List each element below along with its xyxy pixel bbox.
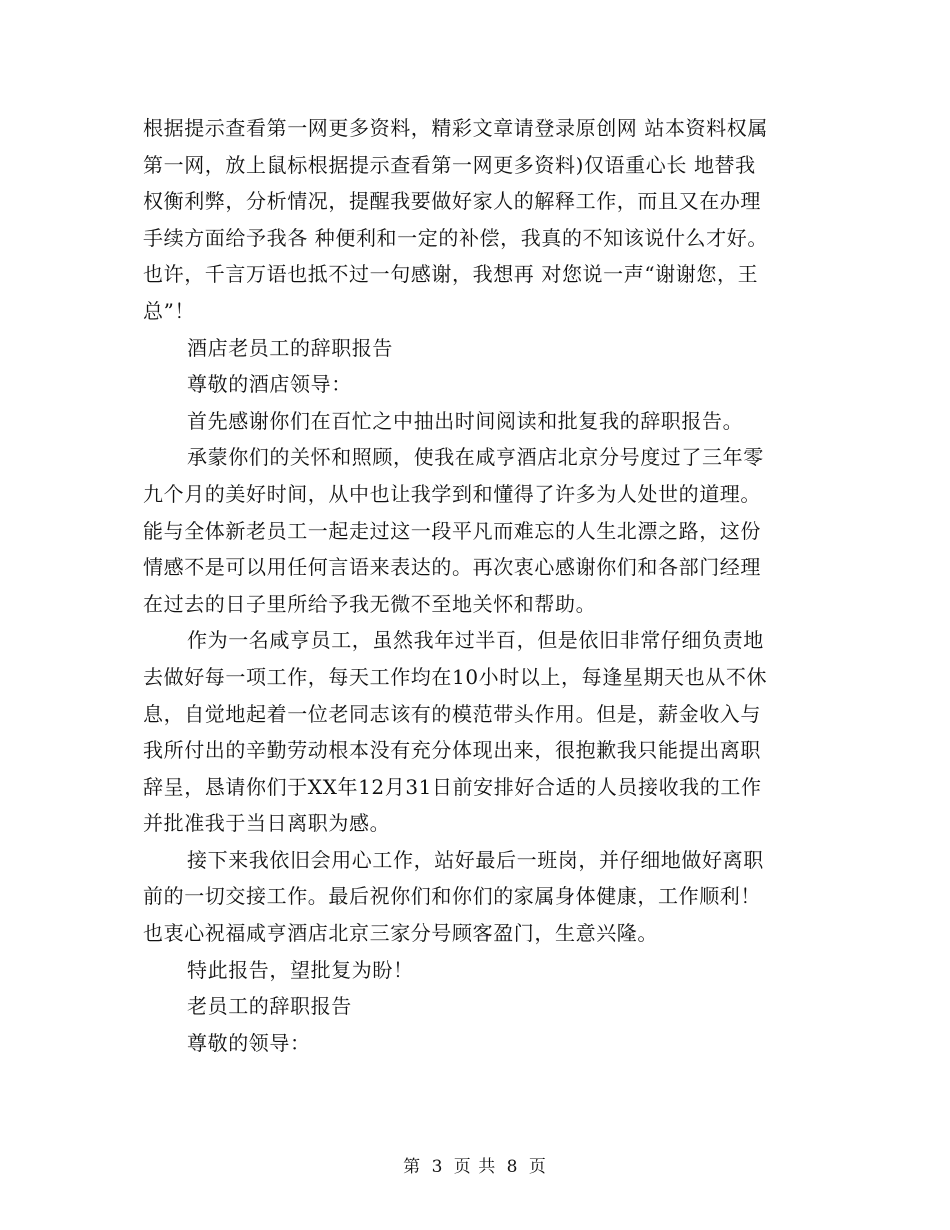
- text-line: 九个月的美好时间，从中也让我学到和懂得了许多为人处世的道理。: [143, 481, 761, 506]
- text-line: 接下来我依旧会用心工作，站好最后一班岗，并仔细地做好离职: [187, 847, 764, 872]
- text-line: 在过去的日子里所给予我无微不至地关怀和帮助。: [143, 591, 597, 616]
- closing-line: 特此报告，望批复为盼！: [187, 957, 414, 982]
- salutation: 尊敬的领导：: [187, 1030, 311, 1055]
- document-body: [143, 110, 803, 1061]
- text-line: 承蒙你们的关怀和照顾，使我在咸亨酒店北京分号度过了三年零: [187, 445, 764, 470]
- page-footer: [0, 1152, 950, 1177]
- footer-page-number: 3: [431, 1157, 444, 1177]
- text-line: 也衷心祝福咸亨酒店北京三家分号顾客盈门，生意兴隆。: [143, 921, 658, 946]
- footer-total-pages: 8: [506, 1157, 519, 1177]
- text-line: 总”！: [143, 298, 196, 323]
- footer-middle: 页 共: [453, 1157, 497, 1177]
- text-line: 权衡利弊，分析情况，提醒我要做好家人的解释工作，而且又在办理: [143, 189, 761, 214]
- text-line: 辞呈，恳请你们于XX年12月31日前安排好合适的人员接收我的工作: [143, 774, 762, 799]
- text-line: 也许，千言万语也抵不过一句感谢，我想再 对您说一声“谢谢您，王: [143, 262, 759, 287]
- footer-suffix: 页: [528, 1157, 547, 1177]
- text-line: 首先感谢你们在百忙之中抽出时间阅读和批复我的辞职报告。: [187, 408, 744, 433]
- text-line: 手续方面给予我各 种便利和一定的补偿，我真的不知该说什么才好。: [143, 225, 768, 250]
- text-line: 息，自觉地起着一位老同志该有的模范带头作用。但是，薪金收入与: [143, 701, 761, 726]
- text-line: 第一网，放上鼠标根据提示查看第一网更多资料)仅语重心长 地替我: [143, 152, 756, 177]
- text-line: 并批准我于当日离职为感。: [143, 811, 391, 836]
- text-line: 前的一切交接工作。最后祝你们和你们的家属身体健康，工作顺利！: [143, 884, 761, 909]
- text-line: 作为一名咸亨员工，虽然我年过半百，但是依旧非常仔细负责地: [187, 628, 764, 653]
- footer-prefix: 第: [403, 1157, 422, 1177]
- text-line: 我所付出的辛勤劳动根本没有充分体现出来，很抱歉我只能提出离职: [143, 738, 761, 763]
- text-line: 情感不是可以用任何言语来表达的。再次衷心感谢你们和各部门经理: [143, 555, 761, 580]
- section-heading: 老员工的辞职报告: [187, 994, 352, 1019]
- section-heading: 酒店老员工的辞职报告: [187, 335, 393, 360]
- text-line: 根据提示查看第一网更多资料，精彩文章请登录原创网 站本资料权属: [143, 116, 768, 140]
- salutation: 尊敬的酒店领导：: [187, 372, 352, 397]
- text-line: 去做好每一项工作，每天工作均在10小时以上，每逢星期天也从不休: [143, 664, 768, 689]
- text-line: 能与全体新老员工一起走过这一段平凡而难忘的人生北漂之路，这份: [143, 518, 761, 543]
